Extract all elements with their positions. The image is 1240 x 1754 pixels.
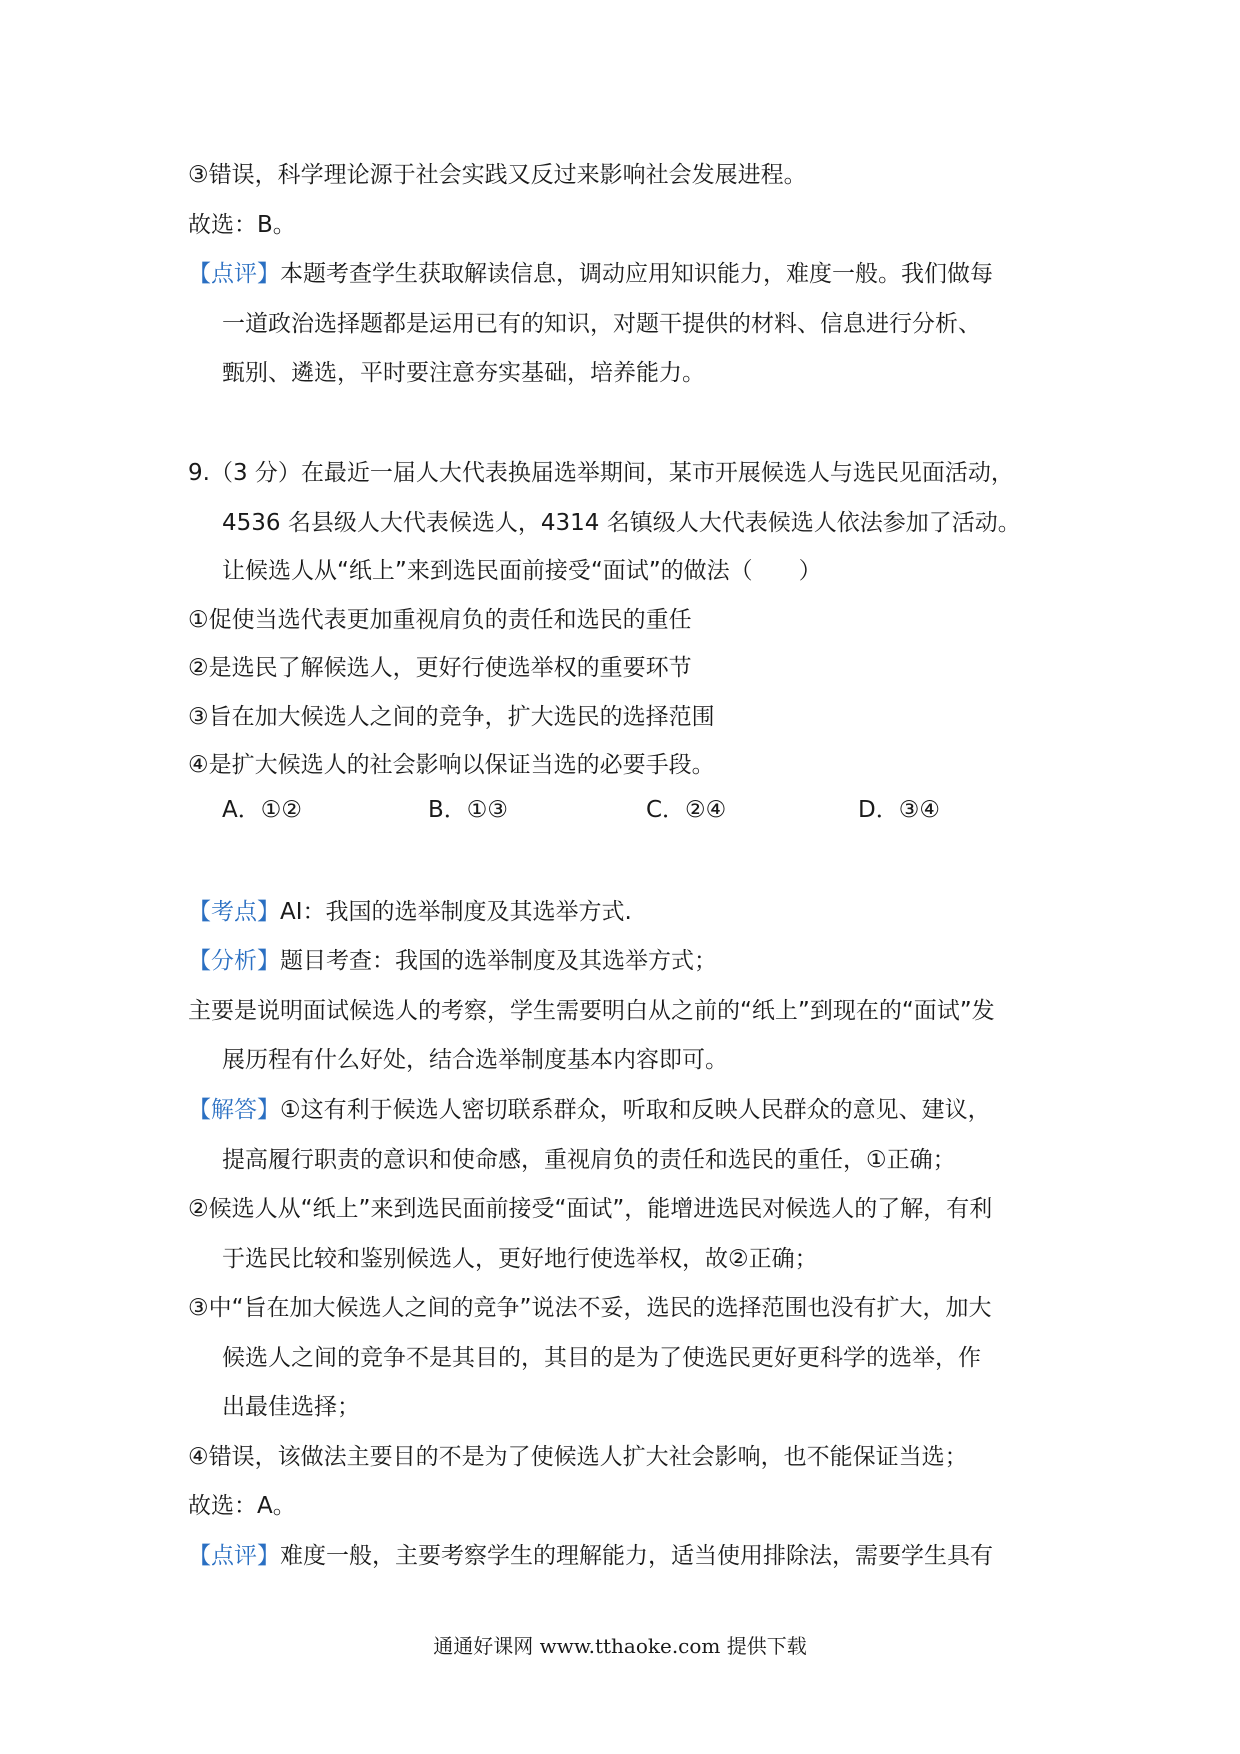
dianping-tag: 【点评】 bbox=[188, 1543, 280, 1569]
jieda-line: 提高履行职责的意识和使命感，重视肩负的责任和选民的重任，①正确； bbox=[222, 1147, 956, 1173]
statement-item: ②是选民了解候选人，更好行使选举权的重要环节 bbox=[188, 655, 692, 681]
kaodian-tag: 【考点】 bbox=[188, 899, 280, 925]
fenxi-line: 【分析】题目考查：我国的选举制度及其选举方式； bbox=[188, 948, 717, 974]
option-d: D．③④ bbox=[858, 797, 940, 823]
option-a: A．①② bbox=[222, 797, 302, 823]
jieda-line: ②候选人从“纸上”来到选民面前接受“面试”，能增进选民对候选人的了解，有利 bbox=[188, 1196, 993, 1222]
fenxi-line: 主要是说明面试候选人的考察，学生需要明白从之前的“纸上”到现在的“面试”发 bbox=[188, 998, 995, 1024]
jieda-line: 出最佳选择； bbox=[222, 1394, 360, 1420]
statement-item: ①促使当选代表更加重视肩负的责任和选民的重任 bbox=[188, 607, 692, 633]
answer-options bbox=[222, 795, 982, 825]
question-stem: 让候选人从“纸上”来到选民面前接受“面试”的做法（ ） bbox=[222, 558, 822, 584]
kaodian-line: 【考点】AI：我国的选举制度及其选举方式. bbox=[188, 899, 632, 925]
jieda-line: ④错误，该做法主要目的不是为了使候选人扩大社会影响，也不能保证当选； bbox=[188, 1444, 968, 1470]
jieda-line: 于选民比较和鉴别候选人，更好地行使选举权，故②正确； bbox=[222, 1246, 818, 1272]
answer-line: 故选：B。 bbox=[188, 212, 296, 238]
fenxi-tag: 【分析】 bbox=[188, 948, 280, 974]
comment-line: 一道政治选择题都是运用已有的知识，对题干提供的材料、信息进行分析、 bbox=[222, 311, 981, 337]
dianping-line: 【点评】难度一般，主要考察学生的理解能力，适当使用排除法，需要学生具有 bbox=[188, 1543, 993, 1569]
jieda-line: 【解答】①这有利于候选人密切联系群众，听取和反映人民群众的意见、建议， bbox=[188, 1097, 991, 1123]
fenxi-line: 展历程有什么好处，结合选举制度基本内容即可。 bbox=[222, 1047, 728, 1073]
statement-item: ③旨在加大候选人之间的竞争，扩大选民的选择范围 bbox=[188, 704, 715, 730]
analysis-line: ③错误，科学理论源于社会实践又反过来影响社会发展进程。 bbox=[188, 162, 807, 188]
jieda-tag: 【解答】 bbox=[188, 1097, 280, 1123]
question-stem: 9.（3 分）在最近一届人大代表换届选举期间，某市开展候选人与选民见面活动， bbox=[188, 460, 1014, 486]
comment-tag: 【点评】 bbox=[188, 261, 280, 287]
jieda-line: 候选人之间的竞争不是其目的，其目的是为了使选民更好更科学的选举，作 bbox=[222, 1345, 981, 1371]
answer-line: 故选：A。 bbox=[188, 1493, 296, 1519]
page-footer: 通通好课网 www.tthaoke.com 提供下载 bbox=[433, 1634, 807, 1658]
option-b: B．①③ bbox=[428, 797, 509, 823]
question-stem: 4536 名县级人大代表候选人，4314 名镇级人大代表候选人依法参加了活动。 bbox=[222, 510, 1021, 536]
comment-line: 甄别、遴选，平时要注意夯实基础，培养能力。 bbox=[222, 360, 705, 386]
jieda-line: ③中“旨在加大候选人之间的竞争”说法不妥，选民的选择范围也没有扩大，加大 bbox=[188, 1295, 992, 1321]
comment-line: 【点评】本题考查学生获取解读信息，调动应用知识能力，难度一般。我们做每 bbox=[188, 261, 993, 287]
option-c: C．②④ bbox=[646, 797, 727, 823]
statement-item: ④是扩大候选人的社会影响以保证当选的必要手段。 bbox=[188, 752, 715, 778]
